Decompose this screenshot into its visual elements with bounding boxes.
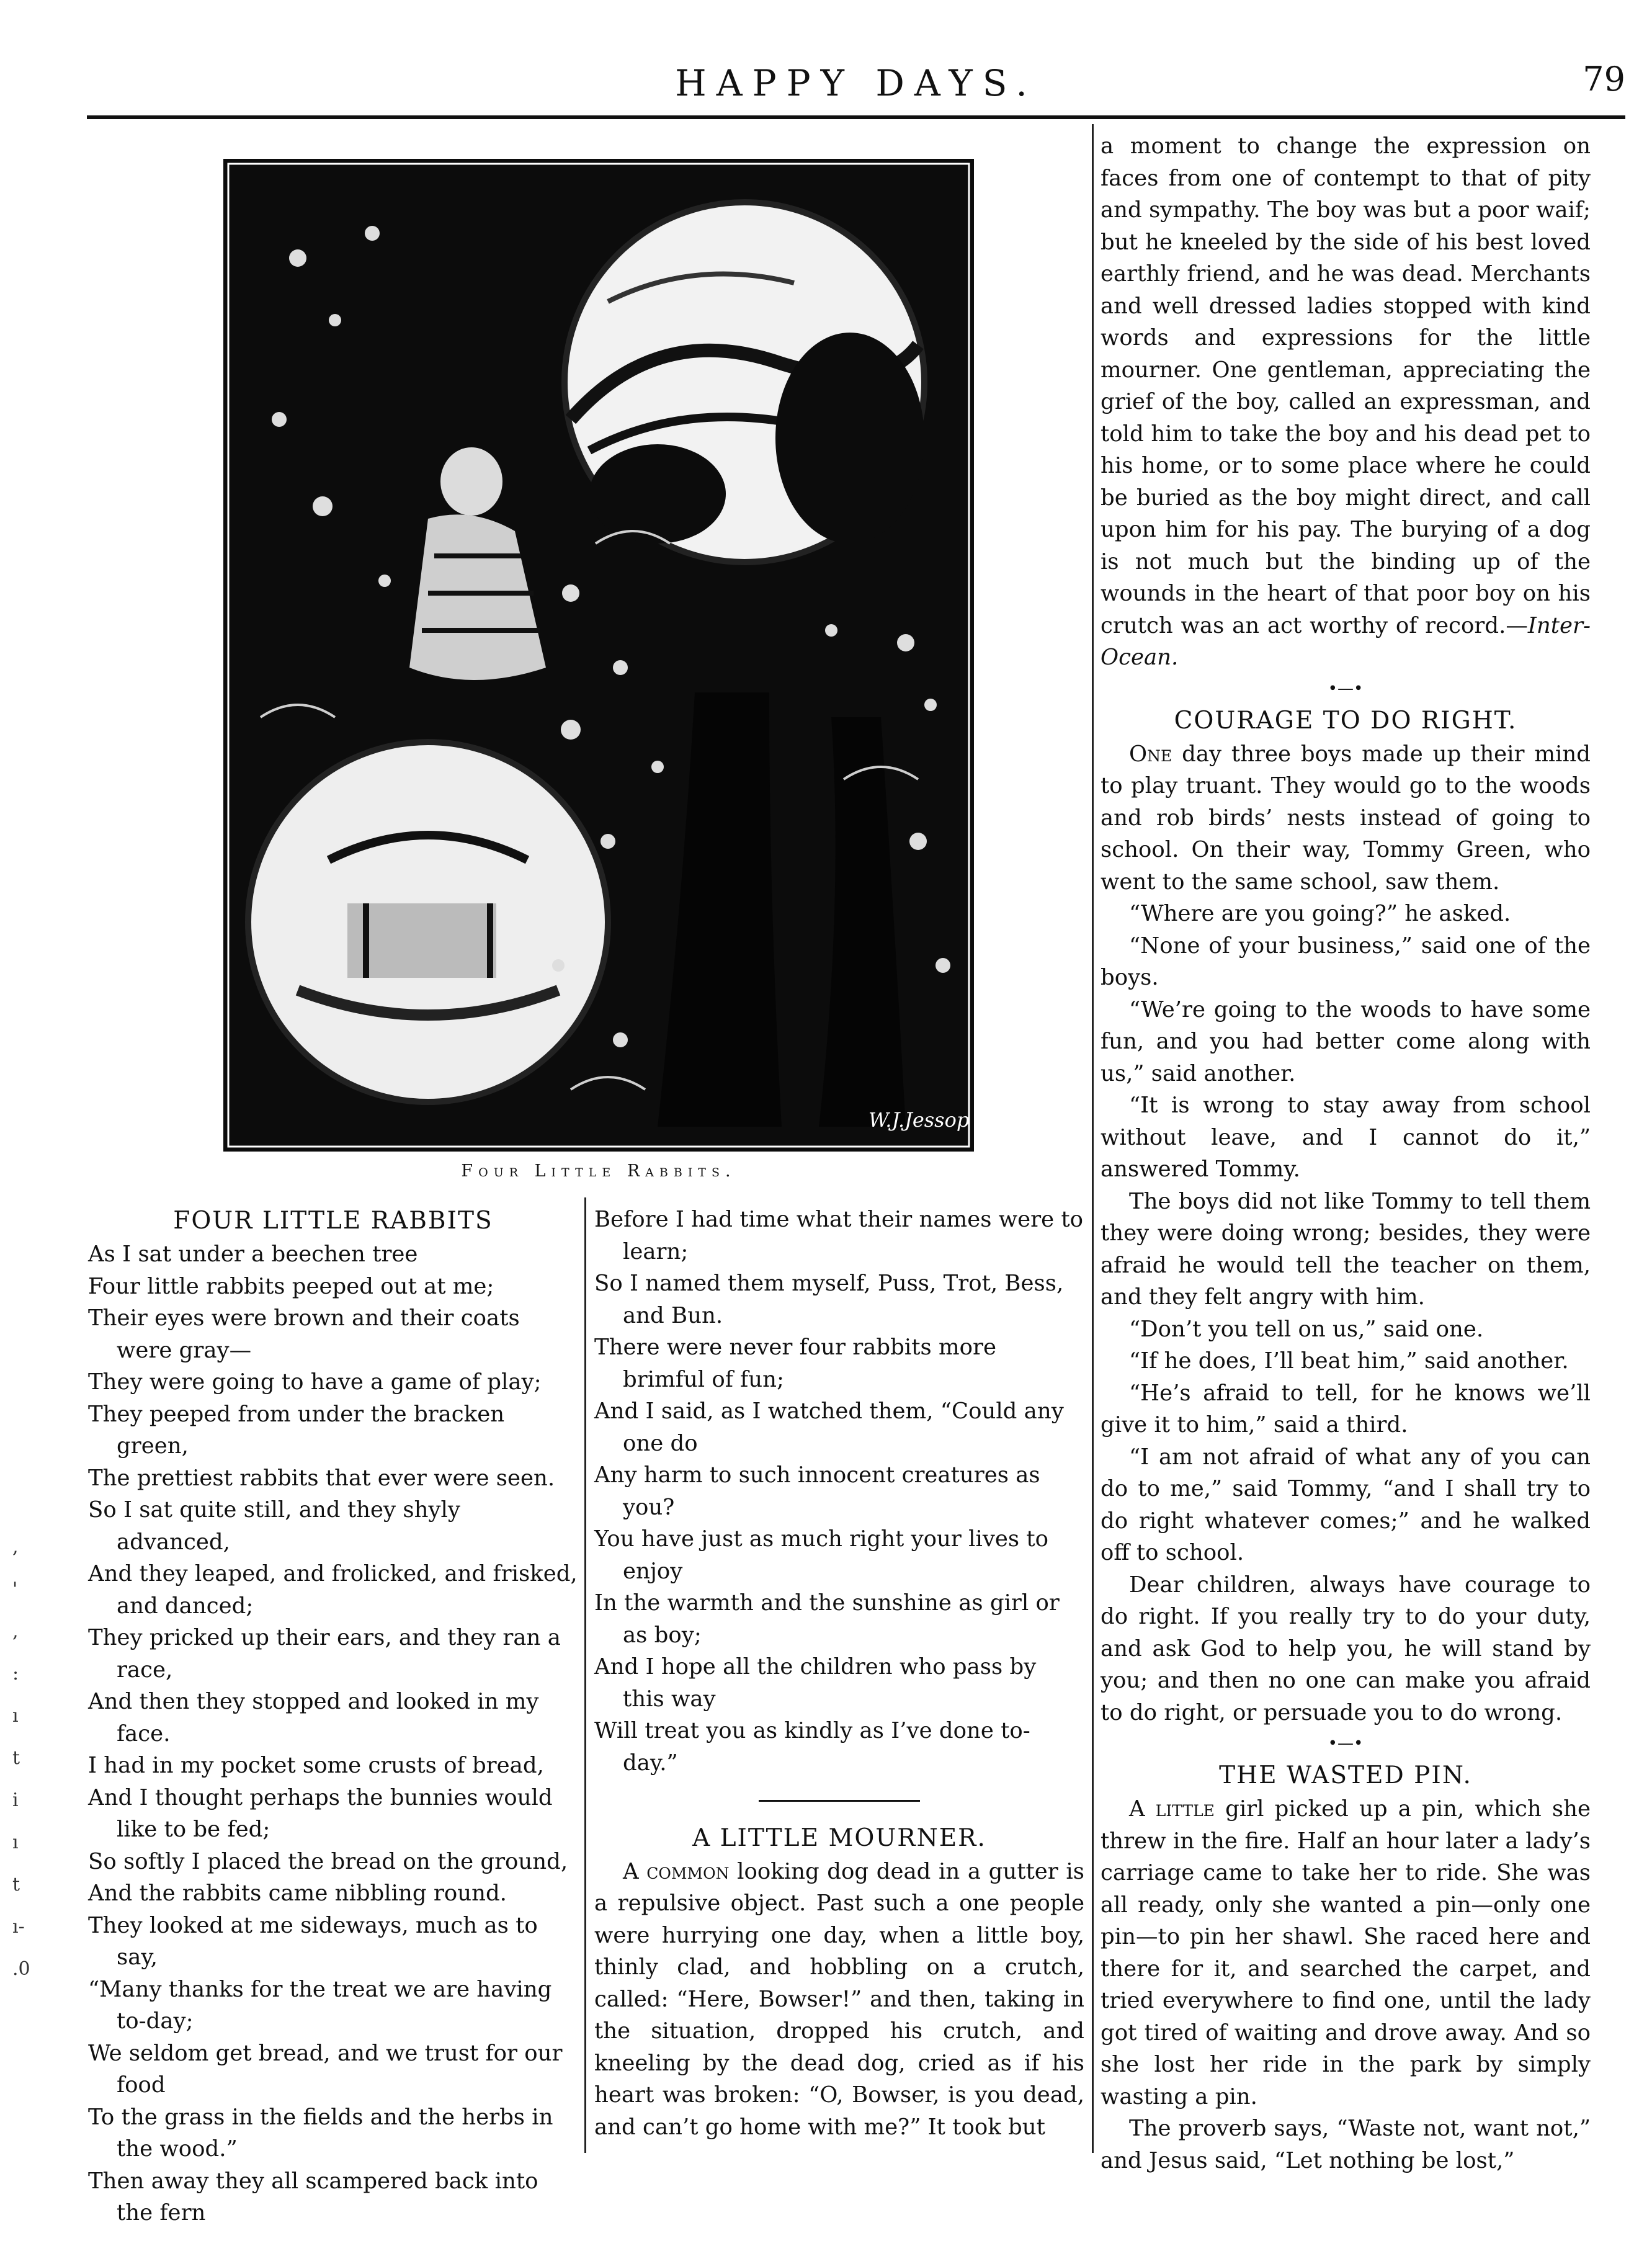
mourner-paragraph-continued [1101, 130, 1591, 674]
column-2 [594, 1204, 1084, 2143]
poem-line: They peeped from under the bracken green, [88, 1401, 505, 1459]
poem-line: Will treat you as kindly as I’ve done to-day.” [594, 1718, 1030, 1776]
poem-stanza-part-2 [594, 1204, 1084, 1779]
poem-title: FOUR LITTLE RABBITS [173, 1207, 493, 1235]
poem-line: They looked at me sideways, much as to say, [88, 1912, 538, 1970]
courage-title: COURAGE TO DO RIGHT. [1174, 706, 1517, 735]
courage-paragraph: “If he does, I’ll beat him,” said another. [1129, 1348, 1569, 1374]
section-divider [594, 1784, 1084, 1816]
mourner-body: looking dog dead in a gutter is a repulsive object. Past such a one people were hurrying one day, when a little boy, thinly clad, and hobbling on a crutch, called: “Here, Bowser!” and then, taking in the situation, dropped his crutch, and kneeling by the dead dog, cried as if his heart was broken: “O, Bowser, is you dead, and can’t go home with me?” It took but [594, 1858, 1084, 2140]
courage-paragraph: “Don’t you tell on us,” said one. [1129, 1316, 1484, 1342]
poem-line: Four little rabbits peeped out at me; [88, 1273, 494, 1299]
column-3 [1101, 130, 1591, 2177]
poem-line: To the grass in the fields and the herbs in the wood.” [88, 2104, 553, 2162]
poem-line: And I thought perhaps the bunnies would like to be fed; [88, 1784, 553, 1842]
poem-line: As I sat under a beechen tree [88, 1242, 418, 1267]
poem-line: Then away they all scampered back into the fern [88, 2168, 538, 2226]
page-header [87, 0, 1625, 118]
section-divider: •—• [1328, 1734, 1364, 1753]
engraver-signature: W.J.Jessop [868, 1108, 970, 1132]
column-rule-1 [584, 1197, 586, 2153]
pin-lead: A little [1129, 1796, 1215, 1822]
poem-line: I had in my pocket some crusts of bread, [88, 1753, 544, 1778]
rabbits-engraving [223, 159, 974, 1152]
poem-line: And the rabbits came nibbling round. [88, 1881, 507, 1906]
pin-body: girl picked up a pin, which she threw in the fire. Half an hour later a lady’s carriage came to take her to ride. She was all ready, only she wanted a pin—only one pin—to pin her shawl. She raced here and there for it, and searched the carpet, and tried everywhere to find one, until the lady got tired of waiting and drove away. And so she lost her ride in the park by simply wasting a pin. [1101, 1796, 1591, 2110]
courage-paragraph [1101, 738, 1591, 898]
courage-paragraph: Dear children, always have courage to do right. If you really try to do your duty, and ask God to help you, he will stand by you; and then no one can make you afraid to do right, or persuade you to do wrong. [1101, 1572, 1591, 1725]
running-title: HAPPY DAYS. [675, 62, 1037, 104]
margin-bleed-marks: , ' , : ı t i ı t ı- .0 [12, 1536, 30, 1980]
poem-line: And I hope all the children who pass by this way [594, 1654, 1037, 1712]
poem-line: Any harm to such innocent creatures as you? [594, 1462, 1040, 1520]
poem-line: The prettiest rabbits that ever were seen. [88, 1465, 555, 1491]
courage-paragraph: “We’re going to the woods to have some fun, and you had better come along with us,” said another. [1101, 996, 1591, 1086]
poem-stanza-part-1 [88, 1238, 578, 2229]
pin-paragraph: The proverb says, “Waste not, want not,” and Jesus said, “Let nothing be lost,” [1101, 2116, 1591, 2173]
poem-line: So I named them myself, Puss, Trot, Bess, and Bun. [594, 1271, 1064, 1328]
courage-lead: One [1129, 741, 1172, 767]
courage-paragraph: “Where are you going?” he asked. [1129, 901, 1511, 926]
poem-line: And I said, as I watched them, “Could any one do [594, 1398, 1064, 1456]
poem-line: Their eyes were brown and their coats were gray— [88, 1305, 520, 1363]
poem-line: In the warmth and the sunshine as girl or as boy; [594, 1590, 1060, 1648]
pin-paragraph [1101, 1793, 1591, 2113]
poem-line: You have just as much right your lives to enjoy [594, 1526, 1049, 1584]
courage-body: day three boys made up their mind to play truant. They would go to the woods and rob birds’ nests instead of going to school. On their way, Tommy Green, who went to the same school, saw them. [1101, 741, 1591, 895]
poem-line: There were never four rabbits more brimful of fun; [594, 1335, 997, 1392]
courage-paragraph: “I am not afraid of what any of you can do to me,” said Tommy, “and I shall try to do right whatever comes;” and he walked off to school. [1101, 1444, 1591, 1565]
column-rule-2 [1092, 124, 1094, 2153]
courage-paragraph: “He’s afraid to tell, for he knows we’ll give it to him,” said a third. [1101, 1380, 1591, 1438]
mourner-paragraph [594, 1856, 1084, 2144]
header-rule [87, 115, 1625, 119]
mourner-source: Inter-Ocean. [1101, 612, 1591, 670]
poem-line: And then they stopped and looked in my face. [88, 1689, 539, 1747]
courage-paragraph: The boys did not like Tommy to tell them they were doing wrong; besides, they were afraid he would tell the teacher on them, and they felt angry with him. [1101, 1188, 1591, 1310]
poem-line: “Many thanks for the treat we are having to-day; [88, 1976, 552, 2034]
poem-line: So I sat quite still, and they shyly advanced, [88, 1497, 460, 1555]
mourner-lead: A common [623, 1858, 730, 1884]
figure-caption: Four Little Rabbits. [461, 1161, 736, 1181]
engraving-illustration [223, 159, 974, 1152]
section-divider: •—• [1328, 679, 1364, 698]
poem-line: We seldom get bread, and we trust for our food [88, 2040, 563, 2098]
courage-paragraph: “None of your business,” said one of the boys. [1101, 933, 1591, 990]
page-number: 79 [1583, 60, 1625, 99]
column-1 [88, 1204, 578, 2229]
mourner-title: A LITTLE MOURNER. [692, 1823, 986, 1852]
mourner-body-continued: a moment to change the expression on faces from one of contempt to that of pity and sympathy. The boy was but a poor waif; but he kneeled by the side of his best loved earthly friend, and he was dead. Merchants and well dressed ladies stopped with kind words and expressions for the little mourner. One gentleman, appreciating the grief of the boy, called an expressman, and told him to take the boy and his dead pet to his home, or to some place where he could be buried as the boy might direct, and call upon him for his pay. The burying of a dog is not much but the binding up of the wounds in the heart of that poor boy on his crutch was an act worthy of record.— [1101, 133, 1591, 638]
pin-title: THE WASTED PIN. [1219, 1761, 1472, 1789]
poem-line: And they leaped, and frolicked, and frisked, and danced; [88, 1561, 578, 1619]
poem-line: Before I had time what their names were to learn; [594, 1207, 1084, 1264]
poem-line: They were going to have a game of play; [88, 1369, 542, 1395]
courage-paragraph: “It is wrong to stay away from school without leave, and I cannot do it,” answered Tommy. [1101, 1093, 1591, 1182]
poem-line: They pricked up their ears, and they ran a race, [88, 1625, 561, 1683]
poem-line: So softly I placed the bread on the ground, [88, 1848, 568, 1874]
